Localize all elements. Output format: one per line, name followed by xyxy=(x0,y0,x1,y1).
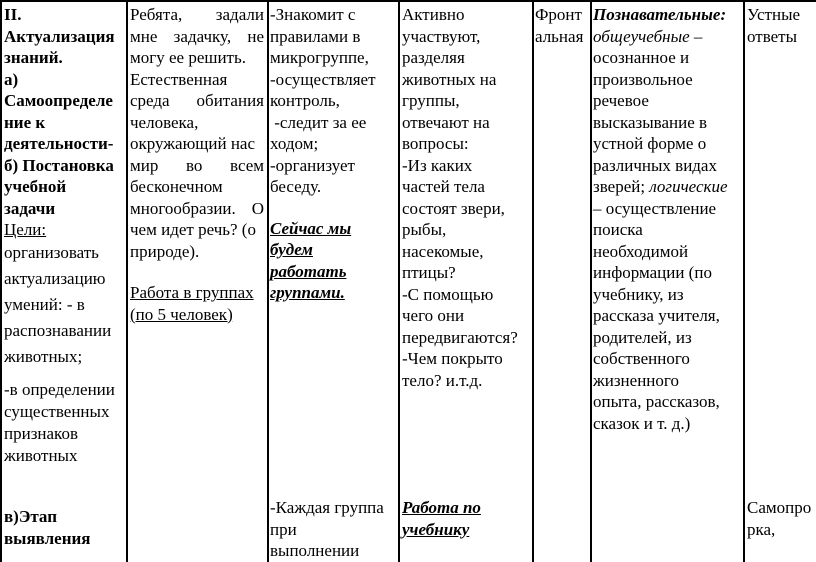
control-form-column: Устные ответы xyxy=(747,5,801,46)
general-label: общеучебные xyxy=(593,26,690,46)
stage-column xyxy=(4,4,126,467)
column-divider xyxy=(398,0,400,562)
goals-block-2: -в определении существенных признаков животных xyxy=(4,380,115,465)
student-activity-column: Активно участвуют, разделяя животных на группы, отвечают на вопросы: -Из каких частей тела состоят звери, рыбы, насекомые, птицы? -С помощью чего они передвигаются? -Чем покрыто тело? и.т.д. xyxy=(402,5,518,390)
column-divider xyxy=(126,0,128,562)
stage-heading: II. Актуализация знаний. а) Самоопределе ние к деятельности- б) Постановка учебной задачи xyxy=(4,5,115,218)
column-divider xyxy=(743,0,745,562)
goals-label: Цели: xyxy=(4,220,47,239)
column-divider xyxy=(532,0,534,562)
table-border xyxy=(0,0,2,562)
teacher-activity-bottom: -Каждая группа при выполнении xyxy=(270,498,384,560)
goals-block: Цели: организовать актуализацию умений: - в распознавании животных; xyxy=(4,219,126,370)
stage-subheading: в)Этап выявления xyxy=(4,507,91,548)
textbook-work-note: Работа по учебнику xyxy=(402,498,481,539)
work-form-column: Фронт альная xyxy=(535,5,584,46)
group-work-emphasis: Сейчас мы будем работать группами. xyxy=(270,218,352,302)
learning-outcomes-column: Познавательные: общеучебные – осознанное и произвольное речевое высказывание в устной форме о различных видах зверей; логические – осуществление поиска необходимой информации (по учебнику, из рассказа учителя, родителей, из собственного жизненного опыта, рассказов, сказок и т. д.) xyxy=(593,5,728,433)
group-work-note: Работа в группах (по 5 человек) xyxy=(130,283,254,324)
column-divider xyxy=(590,0,592,562)
logical-label: логические xyxy=(649,177,728,196)
cognitive-label: Познавательные: xyxy=(593,5,727,24)
column-divider xyxy=(267,0,269,562)
control-form-bottom: Самопро рка, xyxy=(747,498,812,539)
teacher-speech-column: Ребята, задали мне задачку, не могу ее решить. Естественная среда обитания человека, окружающий нас мир во всем бесконечном многообразии. О чем идет речь? (о природе). Работа в группах (по 5 человек) xyxy=(130,5,264,324)
teacher-activity-column: -Знакомит с правилами в микрогруппе, -осуществляет контроль, -следит за ее ходом; -организует беседу. Сейчас мы будем работать группами. xyxy=(270,4,397,304)
table-border xyxy=(0,0,816,2)
